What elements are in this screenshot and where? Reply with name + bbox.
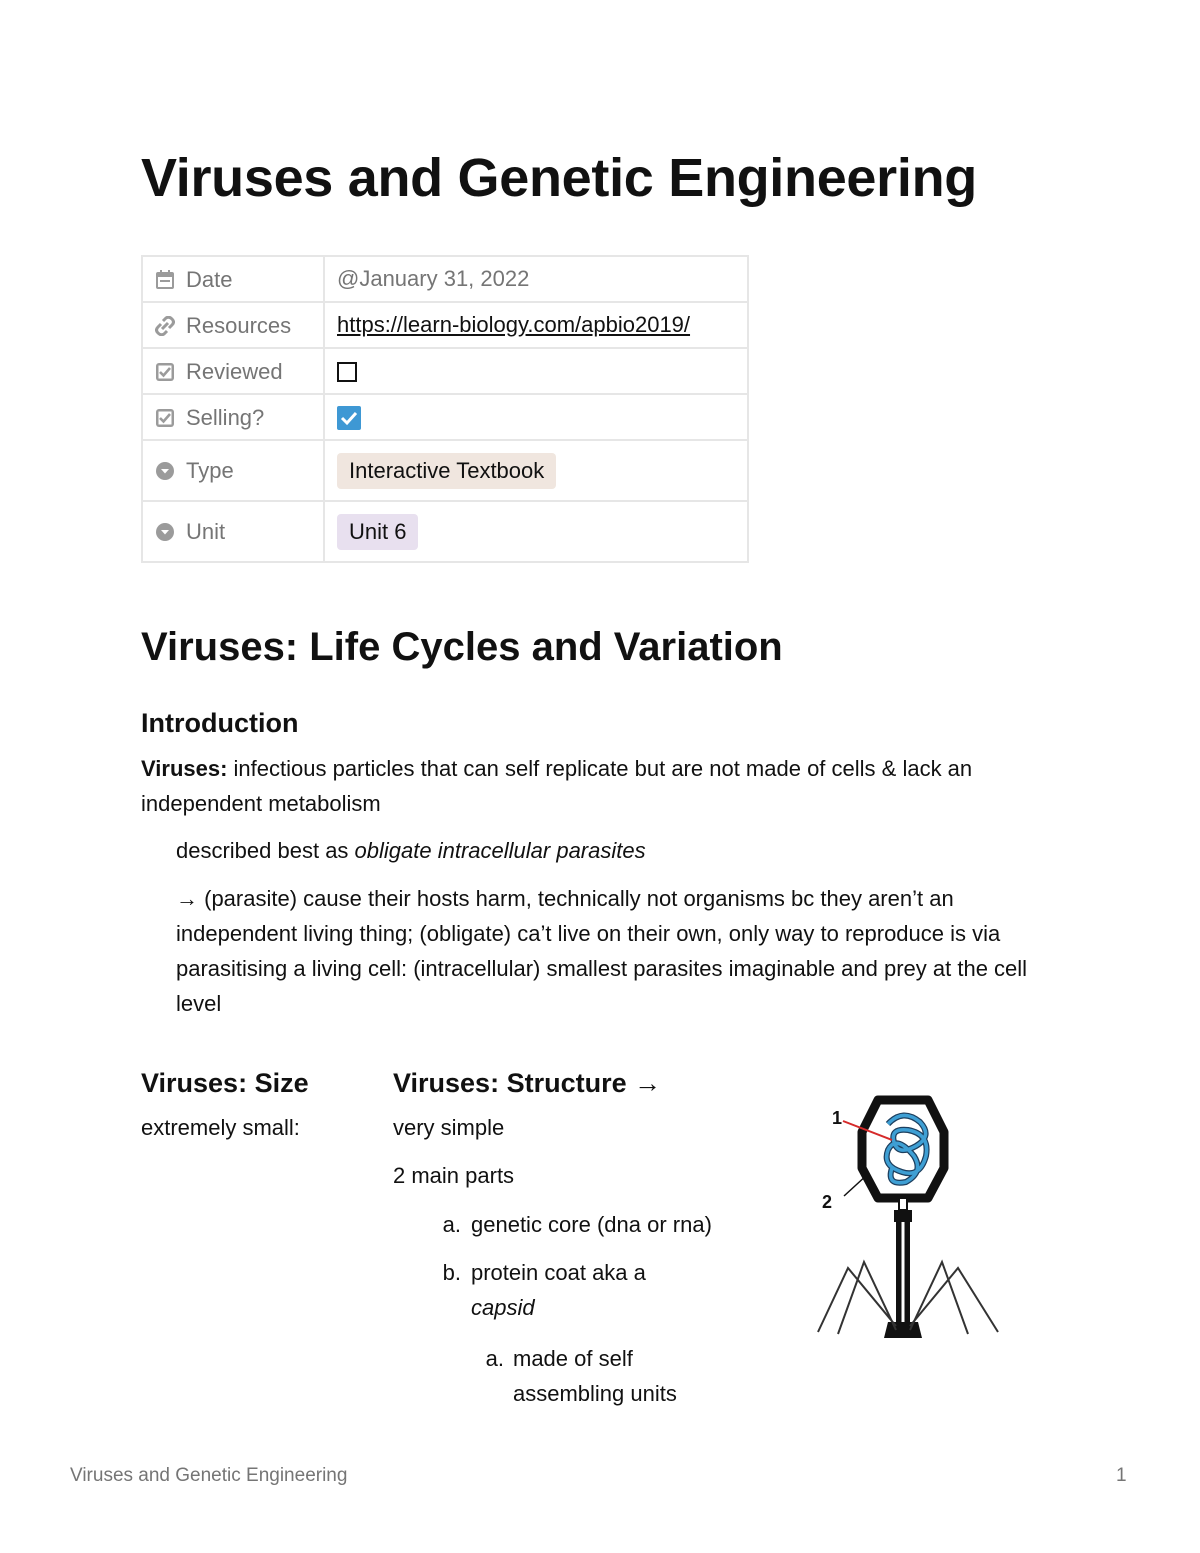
viruses-definition (141, 751, 1061, 821)
described-prefix: described best as (176, 838, 355, 863)
checkbox-property-icon (155, 362, 175, 382)
list-marker: a. (442, 1212, 461, 1237)
structure-line-2: 2 main parts (393, 1163, 515, 1188)
page-title: Viruses and Genetic Engineering (141, 148, 977, 208)
select-icon (155, 461, 175, 481)
property-label: Selling? (186, 404, 265, 430)
section-heading: Viruses: Life Cycles and Variation (141, 625, 783, 669)
diagram-label-2: 2 (822, 1192, 833, 1212)
resources-link[interactable]: https://learn-biology.com/apbio2019/ (337, 312, 691, 337)
list-item-self-assembling: made of self assembling units (513, 1346, 677, 1406)
base-plate (884, 1322, 922, 1338)
properties-table (141, 255, 749, 563)
described-italic: obligate intracellular parasites (354, 838, 646, 863)
list-marker: b. (442, 1260, 461, 1285)
term-viruses: Viruses: (141, 756, 228, 781)
definition-text: infectious particles that can self replicate but are not made of cells & lack an independent metabolism (141, 756, 973, 816)
label-pointer-2 (844, 1174, 868, 1196)
checkmark-icon (337, 406, 361, 430)
property-row-date (142, 256, 748, 302)
property-label: Resources (186, 312, 292, 338)
collar (894, 1210, 912, 1222)
intro-heading: Introduction (141, 708, 299, 738)
property-label: Reviewed (186, 358, 283, 384)
neck (899, 1198, 907, 1210)
explanation-paragraph: → (parasite) cause their hosts harm, technically not organisms bc they aren’t an independent living thing; (obligate) ca’t live on their own, only way to reproduce is via parasitising a living cell: (intracellular) smallest parasites imaginable and prey at the cell level (176, 886, 1028, 1016)
list-marker: a. (485, 1346, 504, 1371)
diagram-label-1: 1 (832, 1108, 843, 1128)
list-item-protein-coat (471, 1255, 711, 1325)
date-value[interactable]: @January 31, 2022 (337, 266, 530, 291)
bacteriophage-diagram (808, 1090, 1008, 1346)
type-tag[interactable]: Interactive Textbook (337, 453, 556, 489)
calendar-icon (155, 270, 175, 290)
property-row-unit (142, 501, 748, 562)
property-label: Unit (186, 519, 226, 545)
property-row-resources (142, 302, 748, 348)
property-label: Type (186, 458, 234, 484)
list-item-genetic-core: genetic core (dna or rna) (471, 1212, 712, 1237)
select-icon (155, 522, 175, 542)
reviewed-checkbox[interactable] (337, 362, 357, 382)
size-heading: Viruses: Size (141, 1068, 309, 1098)
unit-tag[interactable]: Unit 6 (337, 514, 418, 550)
property-label: Date (186, 266, 233, 292)
selling-checkbox[interactable] (337, 406, 361, 430)
property-row-reviewed (142, 348, 748, 394)
footer-title: Viruses and Genetic Engineering (70, 1465, 348, 1486)
property-row-type (142, 440, 748, 501)
described-line (176, 833, 1076, 868)
checkbox-property-icon (155, 408, 175, 428)
size-text: extremely small: (141, 1115, 300, 1140)
page-number: 1 (1116, 1465, 1127, 1486)
protein-coat-text: protein coat aka a (471, 1260, 646, 1285)
structure-heading: Viruses: Structure → (393, 1068, 662, 1098)
structure-line-1: very simple (393, 1115, 505, 1140)
capsid-term: capsid (471, 1295, 535, 1320)
property-row-selling (142, 394, 748, 440)
link-icon (155, 316, 175, 336)
